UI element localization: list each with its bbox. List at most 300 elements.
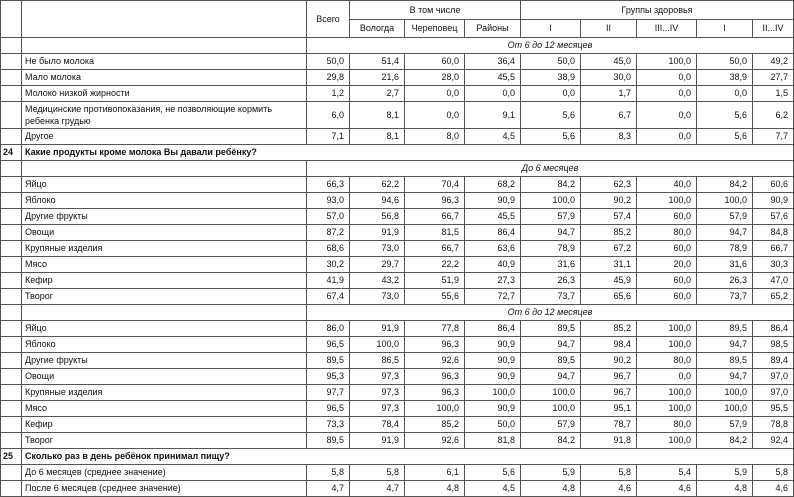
value-cell: 57,9 <box>521 209 581 225</box>
row-label: Крупяные изделия <box>22 385 307 401</box>
value-cell: 100,0 <box>637 433 697 449</box>
value-cell: 86,0 <box>307 321 350 337</box>
value-cell: 62,3 <box>581 177 637 193</box>
value-cell: 92,6 <box>405 433 465 449</box>
value-cell: 98,4 <box>581 337 637 353</box>
row-label: Яблоко <box>22 337 307 353</box>
row-label: Кефир <box>22 273 307 289</box>
value-cell: 95,1 <box>581 401 637 417</box>
table-row <box>1 337 794 353</box>
value-cell: 31,6 <box>697 257 753 273</box>
value-cell: 6,2 <box>753 102 794 129</box>
value-cell: 85,2 <box>581 225 637 241</box>
num-cell <box>1 321 22 337</box>
header-sub-group-1b: I <box>697 20 753 38</box>
value-cell: 6,0 <box>307 102 350 129</box>
value-cell: 96,3 <box>405 369 465 385</box>
value-cell: 0,0 <box>465 86 521 102</box>
row-label: Творог <box>22 433 307 449</box>
table-row <box>1 70 794 86</box>
value-cell: 100,0 <box>637 321 697 337</box>
question-row <box>1 449 794 465</box>
value-cell: 4,8 <box>697 481 753 497</box>
section-label: От 6 до 12 месяцев <box>307 305 794 321</box>
value-cell: 100,0 <box>521 193 581 209</box>
num-cell <box>1 465 22 481</box>
value-cell: 31,1 <box>581 257 637 273</box>
value-cell: 60,6 <box>753 177 794 193</box>
table-row <box>1 86 794 102</box>
value-cell: 1,7 <box>581 86 637 102</box>
value-cell: 26,3 <box>521 273 581 289</box>
value-cell: 6,1 <box>405 465 465 481</box>
question-text: Сколько раз в день ребёнок принимал пищу? <box>22 449 794 465</box>
value-cell: 73,0 <box>350 241 405 257</box>
value-cell: 0,0 <box>697 86 753 102</box>
section-label: От 6 до 12 месяцев <box>307 38 794 54</box>
value-cell: 77,8 <box>405 321 465 337</box>
table-body <box>1 38 794 497</box>
table-header <box>1 1 794 38</box>
value-cell: 40,9 <box>465 257 521 273</box>
value-cell: 5,8 <box>350 465 405 481</box>
value-cell: 68,6 <box>307 241 350 257</box>
value-cell: 89,4 <box>753 353 794 369</box>
num-cell <box>1 70 22 86</box>
value-cell: 5,4 <box>637 465 697 481</box>
question-row <box>1 145 794 161</box>
header-sub-group-1: I <box>521 20 581 38</box>
value-cell: 0,0 <box>405 86 465 102</box>
value-cell: 45,0 <box>581 54 637 70</box>
row-label: Медицинские противопоказания, не позволяющие кормить ребенка грудью <box>22 102 307 129</box>
value-cell: 86,4 <box>465 321 521 337</box>
table-row <box>1 209 794 225</box>
row-label: Творог <box>22 289 307 305</box>
value-cell: 1,2 <box>307 86 350 102</box>
header-total: Всего <box>307 1 350 38</box>
value-cell: 78,9 <box>697 241 753 257</box>
value-cell: 95,5 <box>753 401 794 417</box>
value-cell: 91,8 <box>581 433 637 449</box>
header-including: В том числе <box>350 1 521 20</box>
value-cell: 4,8 <box>405 481 465 497</box>
section-row <box>1 38 794 54</box>
num-cell <box>1 86 22 102</box>
row-label: Мало молока <box>22 70 307 86</box>
value-cell: 21,6 <box>350 70 405 86</box>
table-row <box>1 401 794 417</box>
value-cell: 5,6 <box>521 129 581 145</box>
num-cell <box>1 161 22 177</box>
value-cell: 84,2 <box>521 177 581 193</box>
value-cell: 4,7 <box>307 481 350 497</box>
value-cell: 5,9 <box>521 465 581 481</box>
value-cell: 81,5 <box>405 225 465 241</box>
value-cell: 92,4 <box>753 433 794 449</box>
section-label-spacer <box>22 161 307 177</box>
value-cell: 96,7 <box>581 385 637 401</box>
header-sub-group-2: II <box>581 20 637 38</box>
value-cell: 94,7 <box>521 337 581 353</box>
value-cell: 100,0 <box>521 385 581 401</box>
value-cell: 31,6 <box>521 257 581 273</box>
value-cell: 78,8 <box>753 417 794 433</box>
header-label-cell <box>22 1 307 38</box>
value-cell: 89,5 <box>521 353 581 369</box>
header-sub-districts: Районы <box>465 20 521 38</box>
value-cell: 100,0 <box>637 385 697 401</box>
value-cell: 0,0 <box>637 86 697 102</box>
value-cell: 66,7 <box>405 241 465 257</box>
value-cell: 8,1 <box>350 102 405 129</box>
value-cell: 8,0 <box>405 129 465 145</box>
value-cell: 29,8 <box>307 70 350 86</box>
value-cell: 73,3 <box>307 417 350 433</box>
value-cell: 78,7 <box>581 417 637 433</box>
value-cell: 90,2 <box>581 353 637 369</box>
value-cell: 94,7 <box>697 337 753 353</box>
value-cell: 97,3 <box>350 401 405 417</box>
num-cell <box>1 369 22 385</box>
value-cell: 30,2 <box>307 257 350 273</box>
value-cell: 5,6 <box>465 465 521 481</box>
value-cell: 84,2 <box>697 433 753 449</box>
value-cell: 5,9 <box>697 465 753 481</box>
value-cell: 90,9 <box>465 193 521 209</box>
num-cell <box>1 273 22 289</box>
table-row <box>1 54 794 70</box>
table-row <box>1 433 794 449</box>
value-cell: 50,0 <box>465 417 521 433</box>
num-cell <box>1 337 22 353</box>
value-cell: 29,7 <box>350 257 405 273</box>
value-cell: 60,0 <box>637 273 697 289</box>
value-cell: 66,3 <box>307 177 350 193</box>
row-label: После 6 месяцев (среднее значение) <box>22 481 307 497</box>
value-cell: 91,9 <box>350 321 405 337</box>
value-cell: 80,0 <box>637 225 697 241</box>
section-label-spacer <box>22 305 307 321</box>
value-cell: 97,7 <box>307 385 350 401</box>
num-cell <box>1 417 22 433</box>
value-cell: 68,2 <box>465 177 521 193</box>
value-cell: 51,9 <box>405 273 465 289</box>
table-row <box>1 369 794 385</box>
value-cell: 5,8 <box>307 465 350 481</box>
value-cell: 36,4 <box>465 54 521 70</box>
num-cell <box>1 481 22 497</box>
value-cell: 100,0 <box>637 193 697 209</box>
value-cell: 63,6 <box>465 241 521 257</box>
value-cell: 5,6 <box>697 102 753 129</box>
value-cell: 65,2 <box>753 289 794 305</box>
value-cell: 73,7 <box>521 289 581 305</box>
value-cell: 45,5 <box>465 70 521 86</box>
value-cell: 96,3 <box>405 193 465 209</box>
section-row <box>1 161 794 177</box>
value-cell: 84,2 <box>521 433 581 449</box>
value-cell: 86,4 <box>465 225 521 241</box>
value-cell: 94,7 <box>697 369 753 385</box>
table-row <box>1 273 794 289</box>
value-cell: 8,1 <box>350 129 405 145</box>
row-label: Мясо <box>22 401 307 417</box>
value-cell: 87,2 <box>307 225 350 241</box>
value-cell: 5,6 <box>697 129 753 145</box>
table-row <box>1 417 794 433</box>
row-label: Не было молока <box>22 54 307 70</box>
value-cell: 89,5 <box>307 353 350 369</box>
header-num-cell <box>1 1 22 38</box>
value-cell: 2,7 <box>350 86 405 102</box>
value-cell: 60,0 <box>637 241 697 257</box>
value-cell: 28,0 <box>405 70 465 86</box>
value-cell: 65,6 <box>581 289 637 305</box>
num-cell <box>1 38 22 54</box>
value-cell: 90,9 <box>465 337 521 353</box>
value-cell: 30,0 <box>581 70 637 86</box>
value-cell: 90,9 <box>465 369 521 385</box>
table-row <box>1 129 794 145</box>
num-cell <box>1 241 22 257</box>
value-cell: 84,2 <box>697 177 753 193</box>
section-label: До 6 месяцев <box>307 161 794 177</box>
value-cell: 38,9 <box>697 70 753 86</box>
header-sub-group-3-4: III...IV <box>637 20 697 38</box>
value-cell: 78,4 <box>350 417 405 433</box>
value-cell: 45,9 <box>581 273 637 289</box>
value-cell: 66,7 <box>753 241 794 257</box>
value-cell: 100,0 <box>697 401 753 417</box>
value-cell: 4,7 <box>350 481 405 497</box>
value-cell: 30,3 <box>753 257 794 273</box>
table-row <box>1 177 794 193</box>
num-cell <box>1 305 22 321</box>
value-cell: 89,5 <box>697 353 753 369</box>
value-cell: 26,3 <box>697 273 753 289</box>
value-cell: 100,0 <box>521 401 581 417</box>
value-cell: 73,0 <box>350 289 405 305</box>
value-cell: 5,8 <box>581 465 637 481</box>
table-row <box>1 465 794 481</box>
num-cell <box>1 353 22 369</box>
table-row <box>1 102 794 129</box>
value-cell: 5,6 <box>521 102 581 129</box>
value-cell: 57,6 <box>753 209 794 225</box>
value-cell: 94,7 <box>697 225 753 241</box>
value-cell: 81,8 <box>465 433 521 449</box>
value-cell: 60,0 <box>637 209 697 225</box>
header-sub-cherepovets: Череповец <box>405 20 465 38</box>
value-cell: 96,7 <box>581 369 637 385</box>
value-cell: 94,7 <box>521 369 581 385</box>
section-label-spacer <box>22 38 307 54</box>
row-label: До 6 месяцев (среднее значение) <box>22 465 307 481</box>
table-row <box>1 481 794 497</box>
value-cell: 91,9 <box>350 225 405 241</box>
value-cell: 57,9 <box>697 209 753 225</box>
value-cell: 100,0 <box>637 337 697 353</box>
value-cell: 78,9 <box>521 241 581 257</box>
header-health-groups: Группы здоровья <box>521 1 794 20</box>
value-cell: 6,7 <box>581 102 637 129</box>
num-cell <box>1 385 22 401</box>
value-cell: 57,9 <box>521 417 581 433</box>
value-cell: 60,0 <box>637 289 697 305</box>
num-cell <box>1 257 22 273</box>
value-cell: 97,3 <box>350 369 405 385</box>
value-cell: 27,3 <box>465 273 521 289</box>
row-label: Мясо <box>22 257 307 273</box>
value-cell: 45,5 <box>465 209 521 225</box>
num-cell <box>1 433 22 449</box>
table-row <box>1 241 794 257</box>
table-row <box>1 353 794 369</box>
value-cell: 8,3 <box>581 129 637 145</box>
num-cell <box>1 54 22 70</box>
value-cell: 90,9 <box>465 401 521 417</box>
value-cell: 96,5 <box>307 401 350 417</box>
value-cell: 9,1 <box>465 102 521 129</box>
value-cell: 80,0 <box>637 353 697 369</box>
value-cell: 57,4 <box>581 209 637 225</box>
value-cell: 94,7 <box>521 225 581 241</box>
row-label: Яблоко <box>22 193 307 209</box>
value-cell: 50,0 <box>697 54 753 70</box>
value-cell: 50,0 <box>307 54 350 70</box>
value-cell: 41,9 <box>307 273 350 289</box>
value-cell: 96,5 <box>307 337 350 353</box>
num-cell <box>1 225 22 241</box>
header-sub-vologda: Вологда <box>350 20 405 38</box>
row-label: Другие фрукты <box>22 353 307 369</box>
value-cell: 100,0 <box>465 385 521 401</box>
value-cell: 90,9 <box>753 193 794 209</box>
num-cell <box>1 401 22 417</box>
value-cell: 100,0 <box>697 385 753 401</box>
num-cell <box>1 102 22 129</box>
value-cell: 7,1 <box>307 129 350 145</box>
question-number: 24 <box>1 145 22 161</box>
row-label: Молоко низкой жирности <box>22 86 307 102</box>
header-sub-group-2-4: II...IV <box>753 20 794 38</box>
value-cell: 47,0 <box>753 273 794 289</box>
row-label: Яйцо <box>22 177 307 193</box>
value-cell: 70,4 <box>405 177 465 193</box>
value-cell: 100,0 <box>637 54 697 70</box>
value-cell: 1,5 <box>753 86 794 102</box>
value-cell: 94,6 <box>350 193 405 209</box>
row-label: Яйцо <box>22 321 307 337</box>
value-cell: 38,9 <box>521 70 581 86</box>
value-cell: 86,5 <box>350 353 405 369</box>
value-cell: 100,0 <box>637 401 697 417</box>
num-cell <box>1 193 22 209</box>
value-cell: 20,0 <box>637 257 697 273</box>
value-cell: 22,2 <box>405 257 465 273</box>
value-cell: 80,0 <box>637 417 697 433</box>
num-cell <box>1 177 22 193</box>
value-cell: 89,5 <box>521 321 581 337</box>
value-cell: 57,0 <box>307 209 350 225</box>
value-cell: 84,8 <box>753 225 794 241</box>
table-row <box>1 193 794 209</box>
value-cell: 27,7 <box>753 70 794 86</box>
value-cell: 97,0 <box>753 369 794 385</box>
value-cell: 49,2 <box>753 54 794 70</box>
value-cell: 62,2 <box>350 177 405 193</box>
value-cell: 66,7 <box>405 209 465 225</box>
row-label: Крупяные изделия <box>22 241 307 257</box>
table-row <box>1 289 794 305</box>
value-cell: 98,5 <box>753 337 794 353</box>
row-label: Другие фрукты <box>22 209 307 225</box>
value-cell: 91,9 <box>350 433 405 449</box>
value-cell: 67,2 <box>581 241 637 257</box>
value-cell: 86,4 <box>753 321 794 337</box>
table-row <box>1 225 794 241</box>
value-cell: 96,3 <box>405 385 465 401</box>
value-cell: 40,0 <box>637 177 697 193</box>
value-cell: 97,3 <box>350 385 405 401</box>
value-cell: 100,0 <box>350 337 405 353</box>
table-row <box>1 385 794 401</box>
value-cell: 4,6 <box>581 481 637 497</box>
value-cell: 4,5 <box>465 129 521 145</box>
row-label: Другое <box>22 129 307 145</box>
row-label: Кефир <box>22 417 307 433</box>
value-cell: 96,3 <box>405 337 465 353</box>
value-cell: 90,2 <box>581 193 637 209</box>
value-cell: 0,0 <box>405 102 465 129</box>
value-cell: 56,8 <box>350 209 405 225</box>
value-cell: 93,0 <box>307 193 350 209</box>
value-cell: 5,8 <box>753 465 794 481</box>
value-cell: 55,6 <box>405 289 465 305</box>
value-cell: 85,2 <box>405 417 465 433</box>
question-number: 25 <box>1 449 22 465</box>
value-cell: 0,0 <box>637 102 697 129</box>
value-cell: 67,4 <box>307 289 350 305</box>
value-cell: 89,5 <box>307 433 350 449</box>
row-label: Овощи <box>22 369 307 385</box>
num-cell <box>1 209 22 225</box>
value-cell: 0,0 <box>637 129 697 145</box>
value-cell: 73,7 <box>697 289 753 305</box>
table-row <box>1 257 794 273</box>
value-cell: 7,7 <box>753 129 794 145</box>
value-cell: 4,8 <box>521 481 581 497</box>
value-cell: 0,0 <box>521 86 581 102</box>
table-row <box>1 321 794 337</box>
value-cell: 51,4 <box>350 54 405 70</box>
value-cell: 4,6 <box>753 481 794 497</box>
value-cell: 90,9 <box>465 353 521 369</box>
num-cell <box>1 129 22 145</box>
value-cell: 43,2 <box>350 273 405 289</box>
value-cell: 85,2 <box>581 321 637 337</box>
value-cell: 57,9 <box>697 417 753 433</box>
question-text: Какие продукты кроме молока Вы давали ребёнку? <box>22 145 794 161</box>
num-cell <box>1 289 22 305</box>
value-cell: 72,7 <box>465 289 521 305</box>
value-cell: 100,0 <box>697 193 753 209</box>
value-cell: 4,5 <box>465 481 521 497</box>
value-cell: 50,0 <box>521 54 581 70</box>
section-row <box>1 305 794 321</box>
row-label: Овощи <box>22 225 307 241</box>
